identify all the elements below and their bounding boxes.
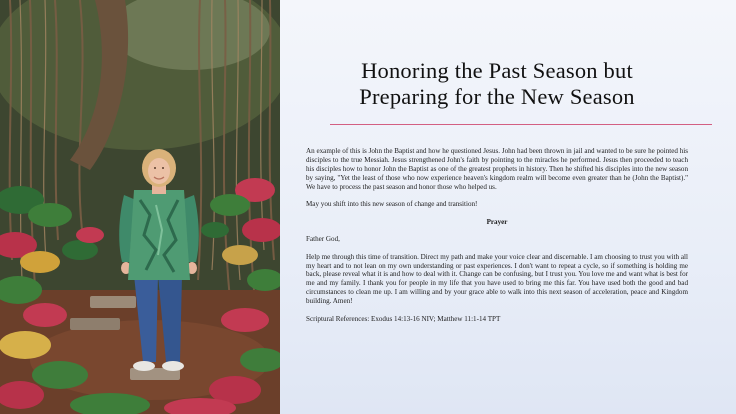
slide-title — [306, 58, 688, 110]
photo-woman-in-garden — [0, 0, 280, 414]
prayer-paragraph: Help me through this time of transition. Direct my path and make your voice clear and discernable. I am choosing to trust you with all my heart and to not lean on my own understanding or past experiences. I don't want to repeat a cycle, so if something is holding me back, please reveal what it is and how to deal with it. Change can be confusing, but I trust you. You love me and want what is best for me and my family. I thank you for people in my life that you have used to bring me this far. You have used both the good and bad circumstances to clean me up. I am willing and by your grace able to walk into this next season of acceleration, peace and Kingdom building. Amen! — [306, 252, 688, 306]
slide-body — [306, 147, 688, 324]
paragraph-john-the-baptist: An example of this is John the Baptist and how he questioned Jesus. John had been thrown in jail and wanted to be sure he pointed his disciples to the true Messiah. Jesus strengthened John's faith by pointing to the miracles he performed. Jesus then proceeded to teach his disciples how to honor John the Baptist as one of the greatest prophets in history. Then he shifted his disciples into the new season by saying, "Yet the least of those who now experience heaven's kingdom realm will become even greater than he (John the Baptist)." We have to process the past season and honor those who helped us. — [306, 147, 688, 191]
scripture-references: Scriptural References: Exodus 14:13-16 NIV; Matthew 11:1-14 TPT — [306, 314, 501, 323]
prayer-salutation: Father God, — [306, 235, 340, 244]
garden-photo-illustration — [0, 0, 280, 414]
title-divider — [330, 124, 712, 125]
slide-title-line-1: Honoring the Past Season but — [361, 58, 633, 83]
paragraph-blessing: May you shift into this new season of change and transition! — [306, 200, 478, 209]
slide-title-line-2: Preparing for the New Season — [359, 84, 635, 109]
text-panel — [280, 0, 736, 414]
prayer-heading: Prayer — [486, 217, 508, 226]
